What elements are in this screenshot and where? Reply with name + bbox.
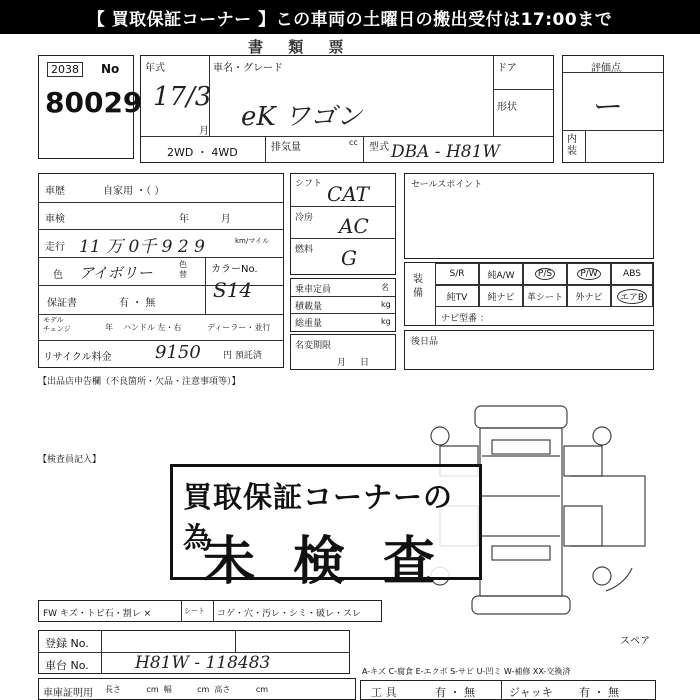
capacity-unit: 名 bbox=[381, 283, 389, 292]
tools-block bbox=[360, 680, 656, 700]
equipment-block bbox=[404, 262, 654, 326]
shift-label: シフト bbox=[295, 179, 323, 189]
vehicle-header-block bbox=[140, 55, 554, 163]
handle-label: ハンドル 左・右 bbox=[123, 323, 182, 332]
damage-legend-row bbox=[38, 600, 382, 622]
fuel-value: G bbox=[341, 246, 357, 270]
weight-label: 総重量 bbox=[295, 319, 323, 329]
reg-no-label: 登録 No. bbox=[45, 637, 89, 650]
damage-code-legend: A-キズ C-腐食 E-エクボ S-サビ U-凹ミ W-補修 XX-交換済 bbox=[362, 667, 571, 676]
no-label: No bbox=[101, 62, 120, 76]
inspector-notes-label: 【検査員記入】 bbox=[38, 455, 102, 465]
shift-value: CAT bbox=[327, 182, 369, 206]
capacity-label: 乗車定員 bbox=[295, 285, 332, 295]
load-label: 積載量 bbox=[295, 302, 323, 312]
equip-tv: 純TV bbox=[435, 285, 479, 307]
drive-label: 2WD ・ 4WD bbox=[167, 146, 238, 159]
cert-dims: 長さ cm 幅 cm 高さ cm bbox=[105, 685, 269, 694]
mileage-unit: km/マイル bbox=[235, 237, 270, 245]
tools-value: 有 ・ 無 bbox=[435, 686, 475, 699]
jack-label: ジャッキ bbox=[509, 686, 553, 699]
windshield bbox=[492, 440, 550, 454]
form-title: 書 類 票 bbox=[248, 38, 354, 56]
color-no-value: S14 bbox=[213, 278, 253, 302]
fw-text: FW キズ・トビ石・割レ × bbox=[43, 609, 152, 619]
sales-point-block bbox=[404, 173, 654, 259]
cert-label: 車庫証明用 bbox=[43, 688, 93, 699]
rear-right-wheel bbox=[593, 567, 611, 585]
jack-value: 有 ・ 無 bbox=[579, 686, 619, 699]
cc-unit: cc bbox=[349, 138, 358, 147]
dealer-label: ディーラー・並行 bbox=[207, 323, 271, 332]
lot-number-box bbox=[38, 55, 143, 159]
expiry-label: 名変期限 bbox=[295, 341, 332, 351]
history-label: 車歴 bbox=[45, 186, 65, 197]
chassis-label: 車台 No. bbox=[45, 659, 89, 672]
post-date-label: 後日品 bbox=[411, 337, 439, 347]
name-label: 車名・グレード bbox=[213, 63, 283, 74]
body-panels bbox=[482, 456, 560, 536]
model-change-label: モデル チェンジ bbox=[43, 316, 71, 333]
side-profile bbox=[570, 476, 645, 546]
lot-number: 80029 bbox=[45, 86, 143, 119]
door-label: ドア bbox=[497, 63, 517, 74]
equip-pw: P/W bbox=[567, 263, 611, 285]
score-value: ー bbox=[593, 90, 623, 125]
ac-value: AC bbox=[339, 214, 369, 238]
capacity-block bbox=[290, 278, 396, 332]
garage-cert-row bbox=[38, 678, 356, 700]
equip-navi: 純ナビ bbox=[479, 285, 523, 307]
warranty-value: 有 ・ 無 bbox=[119, 298, 156, 309]
mileage-value: 11 万 0千 9 2 9 bbox=[79, 237, 205, 257]
color-label: 色 bbox=[53, 270, 63, 281]
stamp-main-text: 未検査 bbox=[203, 532, 474, 592]
load-unit: kg bbox=[381, 300, 391, 309]
stamp-top-text: 買取保証コーナーの為 bbox=[183, 480, 454, 555]
recycle-unit: 円 預託済 bbox=[223, 351, 262, 361]
spec-block bbox=[290, 173, 396, 275]
sales-label: セールスポイント bbox=[411, 180, 483, 190]
interior-label: 内 装 bbox=[567, 134, 577, 157]
registration-block bbox=[38, 630, 350, 674]
inspection-label: 車検 bbox=[45, 214, 65, 225]
equip-ps: P/S bbox=[523, 263, 567, 285]
month-suffix: 月 bbox=[199, 126, 209, 137]
chassis-value: H81W - 118483 bbox=[135, 653, 271, 673]
front-left-wheel bbox=[431, 427, 449, 445]
tools-label: 工 具 bbox=[371, 686, 397, 699]
model-change-unit: 年 bbox=[105, 323, 113, 332]
score-label: 評価点 bbox=[591, 63, 621, 74]
front-bumper bbox=[475, 406, 567, 428]
expiry-unit: 月日 bbox=[337, 358, 384, 368]
history-block bbox=[38, 173, 284, 368]
year-label: 年式 bbox=[145, 63, 165, 74]
expiry-block bbox=[290, 334, 396, 370]
ac-label: 冷房 bbox=[295, 213, 314, 223]
seller-notes-label: 【出品店申告欄（不良箇所・欠品・注意事項等）】 bbox=[38, 377, 241, 387]
history-value: 自家用 ・（ ） bbox=[103, 186, 165, 197]
color-no-label: カラーNo. bbox=[211, 264, 258, 275]
recycle-value: 9150 bbox=[155, 342, 201, 363]
color-value: アイボリー bbox=[79, 264, 153, 282]
equip-sr: S/R bbox=[435, 263, 479, 285]
top-banner: 【 買取保証コーナー 】この車両の土曜日の搬出受付は17:00まで bbox=[0, 0, 700, 34]
front-right-wheel bbox=[593, 427, 611, 445]
year-value: 17/3 bbox=[153, 82, 212, 112]
inspection-stamp bbox=[170, 464, 482, 592]
recycle-label: リサイクル料金 bbox=[43, 352, 112, 363]
shape-label: 形状 bbox=[497, 102, 517, 113]
fuel-label: 燃料 bbox=[295, 245, 314, 255]
equipment-label: 装 備 bbox=[413, 274, 423, 299]
equip-abs: ABS bbox=[611, 263, 653, 285]
equip-airbag: エアB bbox=[611, 285, 653, 307]
post-date-block bbox=[404, 330, 654, 370]
sheet-text: コゲ・穴・汚レ・シミ・破レ・スレ bbox=[217, 609, 362, 619]
equip-alloy: 純A/W bbox=[479, 263, 523, 285]
navi-model-label: ナビ型番 ： bbox=[441, 314, 489, 324]
model-value: DBA - H81W bbox=[391, 142, 500, 162]
code-box: 2038 bbox=[47, 62, 83, 77]
warranty-label: 保証書 bbox=[47, 298, 77, 309]
rear-window bbox=[492, 546, 550, 560]
equip-leather: 革シート bbox=[523, 285, 567, 307]
displacement-label: 排気量 bbox=[271, 142, 301, 153]
sheet-label: シート bbox=[184, 607, 205, 615]
inspection-units: 年 月 bbox=[179, 214, 231, 225]
name-value: eK ワゴン bbox=[241, 102, 363, 132]
color-change-label: 色 替 bbox=[179, 260, 187, 279]
mileage-label: 走行 bbox=[45, 242, 65, 253]
weight-unit: kg bbox=[381, 317, 391, 326]
rear-bumper bbox=[472, 596, 570, 614]
equip-ext-navi: 外ナビ bbox=[567, 285, 611, 307]
spare-label: スペア bbox=[620, 636, 650, 647]
model-label: 型式 bbox=[369, 142, 389, 153]
score-box bbox=[562, 55, 664, 163]
